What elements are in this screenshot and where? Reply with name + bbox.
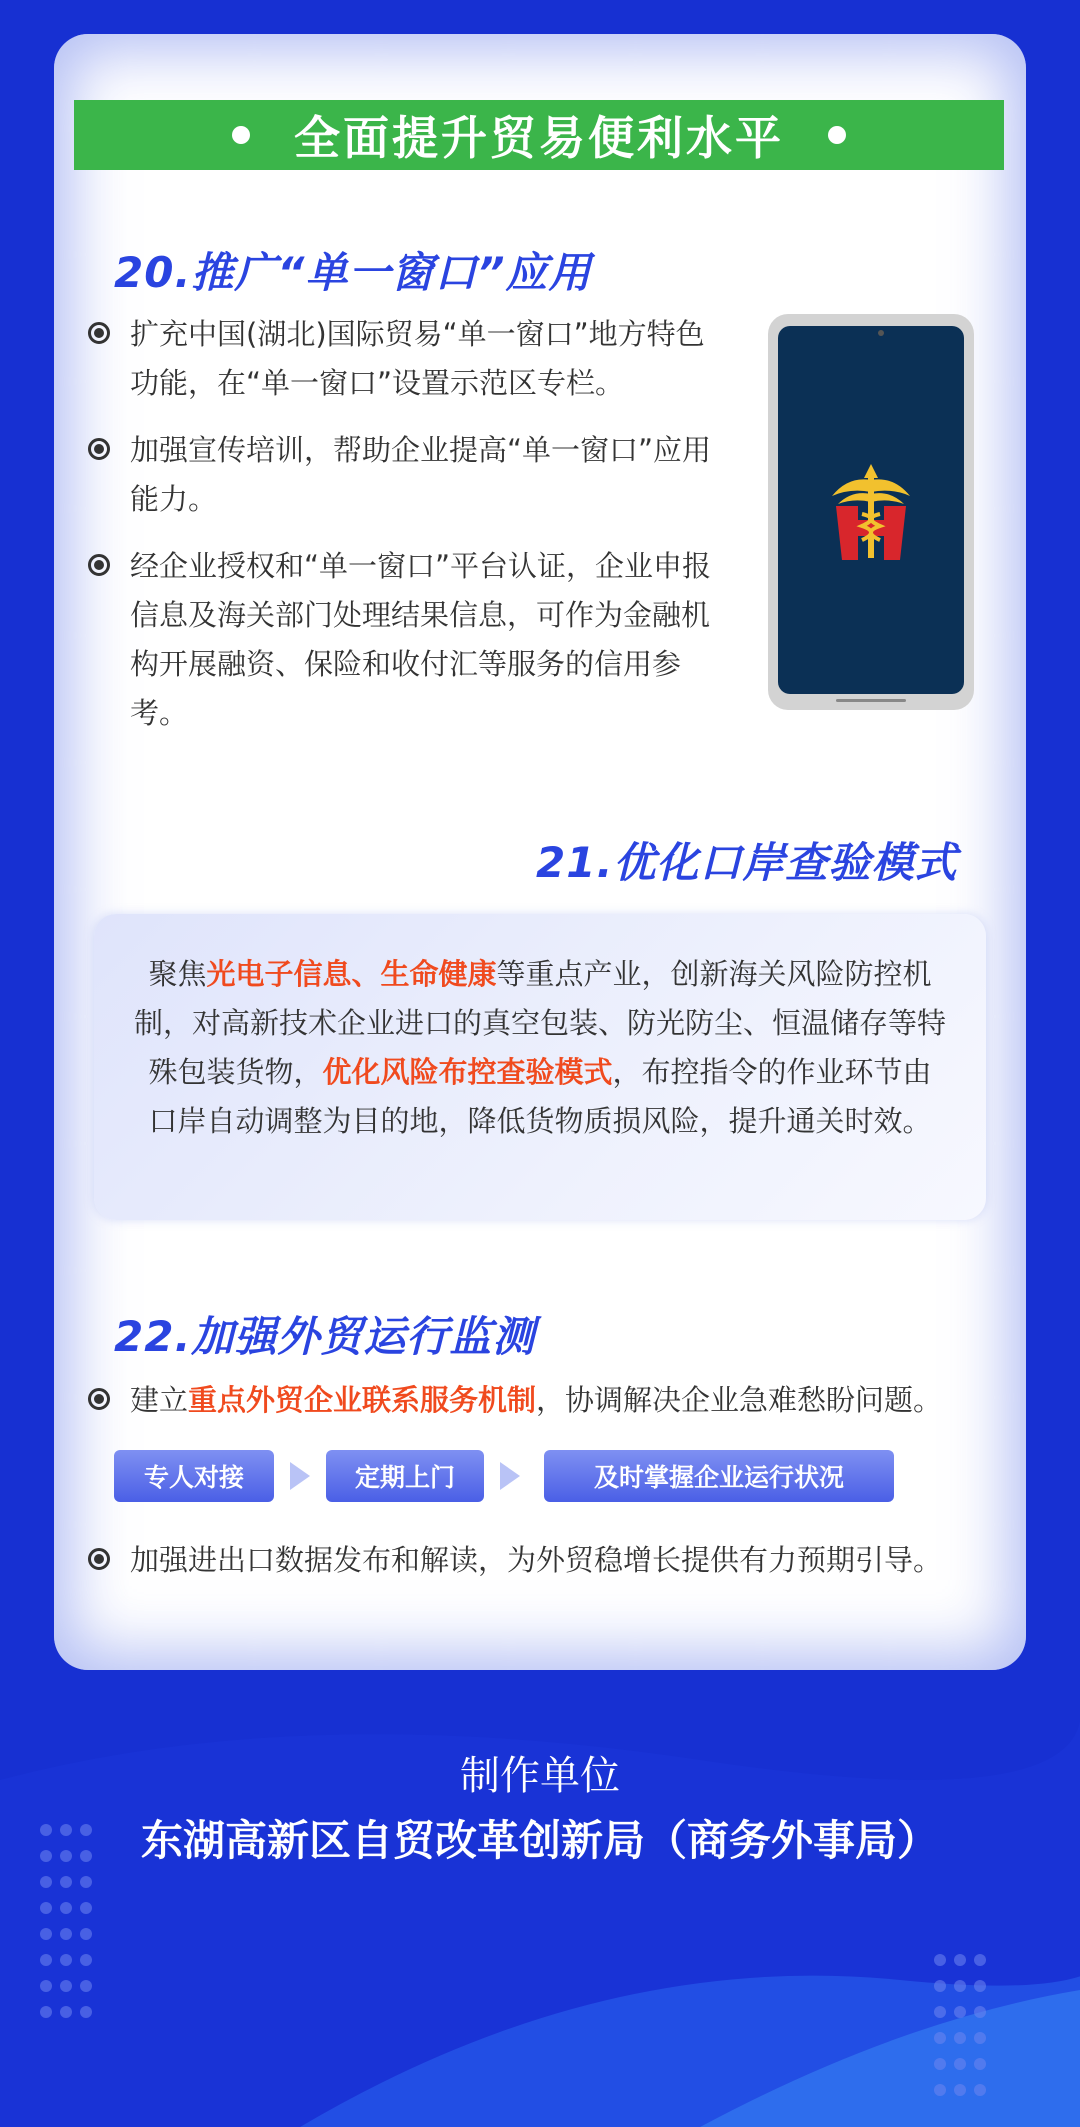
bullet-text: 经企业授权和“单一窗口”平台认证，企业申报信息及海关部门处理结果信息，可作为金融机构开展融资、保险和收付汇等服务的信用参考。 (130, 549, 712, 730)
step-pill-2: 定期上门 (326, 1450, 484, 1502)
banner-title: 全面提升贸易便利水平 (294, 111, 784, 165)
text-segment: 等重点产业，创新海关风险防控机制，对高新技术企业进口的真空包装、防光防尘、恒温储存等特殊包装货物， (134, 957, 947, 1089)
content-card (54, 34, 1026, 1670)
bullet-text: 建立 (130, 1383, 189, 1417)
highlight-text: 重点外贸企业联系服务机制 (188, 1383, 537, 1417)
bullet-icon (88, 554, 110, 576)
footer-label: 制作单位 (460, 1753, 620, 1799)
phone-screen (778, 326, 964, 694)
customs-emblem-icon (818, 456, 924, 564)
step-pill-1: 专人对接 (114, 1450, 274, 1502)
step-pill-3: 及时掌握企业运行状况 (544, 1450, 894, 1502)
phone-home-bar (836, 699, 906, 702)
bullet-icon (88, 1548, 110, 1570)
banner-dot-right (828, 126, 846, 144)
arrow-right-icon (500, 1462, 520, 1490)
bullet-icon (88, 322, 110, 344)
section-22-bullet-2 (88, 1536, 968, 1585)
bullet-text: 加强进出口数据发布和解读，为外贸稳增长提供有力预期引导。 (130, 1543, 943, 1577)
section-20-bullet-1 (88, 310, 728, 408)
section-20-title: 20.推广“单一窗口”应用 (114, 248, 592, 297)
section-20-bullet-3 (88, 542, 728, 738)
text-segment: 聚焦 (148, 957, 207, 991)
arrow-right-icon (290, 1462, 310, 1490)
bullet-icon (88, 438, 110, 460)
banner-dot-left (232, 126, 250, 144)
section-21-panel (94, 914, 986, 1220)
section-21-text (134, 950, 946, 1146)
bullet-text: 加强宣传培训，帮助企业提高“单一窗口”应用能力。 (130, 433, 712, 516)
footer-organization: 东湖高新区自贸改革创新局（商务外事局） (140, 1816, 939, 1865)
section-22-title: 22.加强外贸运行监测 (114, 1312, 536, 1361)
highlight-text: 优化风险布控查验模式 (322, 1055, 613, 1089)
phone-camera (878, 330, 884, 336)
section-20-bullet-2 (88, 426, 728, 524)
highlight-text: 光电子信息、生命健康 (206, 957, 497, 991)
section-21-title: 21.优化口岸查验模式 (536, 838, 958, 887)
bullet-icon (88, 1388, 110, 1410)
bullet-text: 扩充中国(湖北)国际贸易“单一窗口”地方特色功能，在“单一窗口”设置示范区专栏。 (130, 317, 705, 400)
text-segment: ，布控指令的作业环节由口岸自动调整为目的地，降低货物质损风险，提升通关时效。 (148, 1055, 932, 1138)
bullet-text: ，协调解决企业急难愁盼问题。 (536, 1383, 943, 1417)
section-22-bullet-1 (88, 1376, 968, 1425)
section-banner (74, 100, 1004, 170)
phone-mockup (768, 314, 974, 710)
